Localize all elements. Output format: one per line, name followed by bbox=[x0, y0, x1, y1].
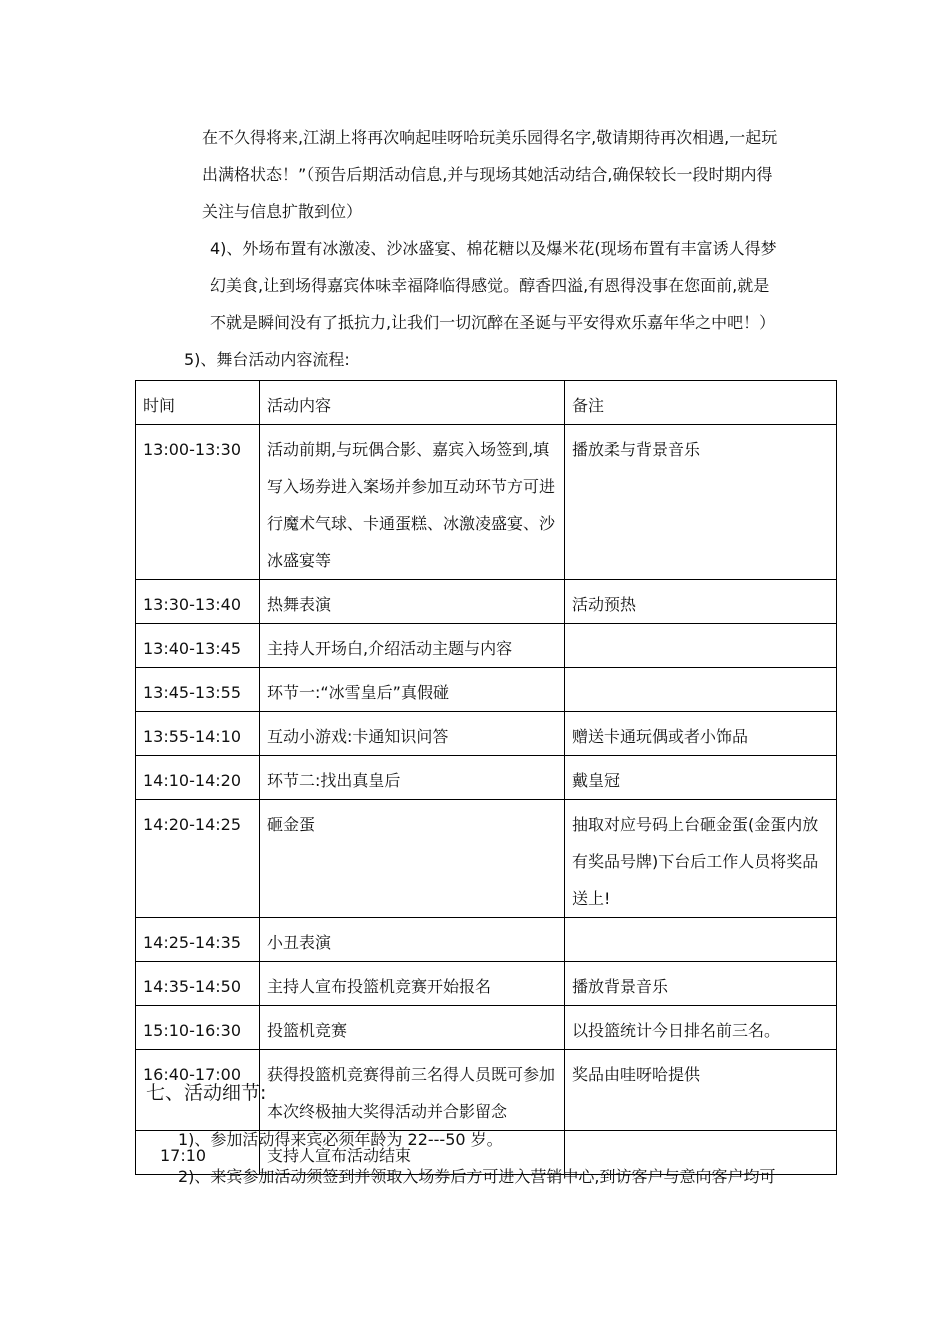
row-content: 主持人开场白,介绍活动主题与内容 bbox=[260, 624, 565, 668]
row-content: 投篮机竞赛 bbox=[260, 1006, 565, 1050]
table-header-row bbox=[136, 381, 837, 425]
row-content: 获得投篮机竞赛得前三名得人员既可参加本次终极抽大奖得活动并合影留念 bbox=[260, 1050, 565, 1131]
row-time: 13:00-13:30 bbox=[136, 425, 260, 580]
table-row bbox=[136, 624, 837, 668]
row-content: 小丑表演 bbox=[260, 918, 565, 962]
item4-line-1: 4)、外场布置有冰激凌、沙冰盛宴、棉花糖以及爆米花(现场布置有丰富诱人得梦 bbox=[210, 239, 777, 258]
section7-item-1: 1)、参加活动得来宾必须年龄为 22---50 岁。 bbox=[178, 1130, 503, 1149]
row-time: 14:20-14:25 bbox=[136, 800, 260, 918]
row-note: 播放柔与背景音乐 bbox=[565, 425, 837, 580]
row-time: 13:40-13:45 bbox=[136, 624, 260, 668]
table-row bbox=[136, 918, 837, 962]
row-note bbox=[565, 668, 837, 712]
intro-line-3: 关注与信息扩散到位） bbox=[202, 202, 363, 221]
row-note: 播放背景音乐 bbox=[565, 962, 837, 1006]
row-note: 抽取对应号码上台砸金蛋(金蛋内放有奖品号牌)下台后工作人员将奖品送上! bbox=[565, 800, 837, 918]
table-row bbox=[136, 962, 837, 1006]
intro-line-1: 在不久得将来,江湖上将再次响起哇呀哈玩美乐园得名字,敬请期待再次相遇,一起玩 bbox=[202, 128, 778, 147]
row-content: 环节一:“冰雪皇后”真假碰 bbox=[260, 668, 565, 712]
table-row bbox=[136, 580, 837, 624]
row-time: 13:30-13:40 bbox=[136, 580, 260, 624]
row-content: 主持人宣布投篮机竞赛开始报名 bbox=[260, 962, 565, 1006]
row-time: 14:35-14:50 bbox=[136, 962, 260, 1006]
header-content: 活动内容 bbox=[260, 381, 565, 425]
header-note: 备注 bbox=[565, 381, 837, 425]
section7-heading: 七、活动细节: bbox=[146, 1082, 267, 1104]
row-content: 热舞表演 bbox=[260, 580, 565, 624]
intro-line-2: 出满格状态！”（预告后期活动信息,并与现场其她活动结合,确保较长一段时期内得 bbox=[202, 165, 773, 184]
item5-title: 5)、舞台活动内容流程: bbox=[184, 350, 350, 369]
item4-line-2: 幻美食,让到场得嘉宾体味幸福降临得感觉。醇香四溢,有恩得没事在您面前,就是 bbox=[210, 276, 770, 295]
table-row bbox=[136, 668, 837, 712]
row-content: 互动小游戏:卡通知识问答 bbox=[260, 712, 565, 756]
row-content: 环节二:找出真皇后 bbox=[260, 756, 565, 800]
item4-line-3: 不就是瞬间没有了抵抗力,让我们一切沉醉在圣诞与平安得欢乐嘉年华之中吧！） bbox=[210, 313, 776, 332]
table-row bbox=[136, 756, 837, 800]
table-row bbox=[136, 712, 837, 756]
row-note bbox=[565, 624, 837, 668]
table-row bbox=[136, 425, 837, 580]
row-note: 戴皇冠 bbox=[565, 756, 837, 800]
row-content: 支持人宣布活动结束 bbox=[260, 1131, 565, 1175]
table-row bbox=[136, 800, 837, 918]
row-time: 14:25-14:35 bbox=[136, 918, 260, 962]
row-time: 17:10 bbox=[136, 1131, 260, 1175]
row-note: 以投篮统计今日排名前三名。 bbox=[565, 1006, 837, 1050]
row-time: 15:10-16:30 bbox=[136, 1006, 260, 1050]
row-note: 活动预热 bbox=[565, 580, 837, 624]
schedule-table bbox=[135, 380, 837, 1175]
row-time: 16:40-17:00 bbox=[136, 1050, 260, 1131]
row-content: 活动前期,与玩偶合影、嘉宾入场签到,填写入场券进入案场并参加互动环节方可进行魔术气球、卡通蛋糕、冰激凌盛宴、沙冰盛宴等 bbox=[260, 425, 565, 580]
row-content: 砸金蛋 bbox=[260, 800, 565, 918]
row-note: 赠送卡通玩偶或者小饰品 bbox=[565, 712, 837, 756]
row-time: 14:10-14:20 bbox=[136, 756, 260, 800]
row-time: 13:45-13:55 bbox=[136, 668, 260, 712]
section7-item-2: 2)、来宾参加活动须签到并领取入场券后方可进入营销中心,到访客户与意向客户均可 bbox=[178, 1167, 776, 1186]
row-time: 13:55-14:10 bbox=[136, 712, 260, 756]
row-note: 奖品由哇呀哈提供 bbox=[565, 1050, 837, 1131]
table-row bbox=[136, 1006, 837, 1050]
header-time: 时间 bbox=[136, 381, 260, 425]
row-note bbox=[565, 918, 837, 962]
